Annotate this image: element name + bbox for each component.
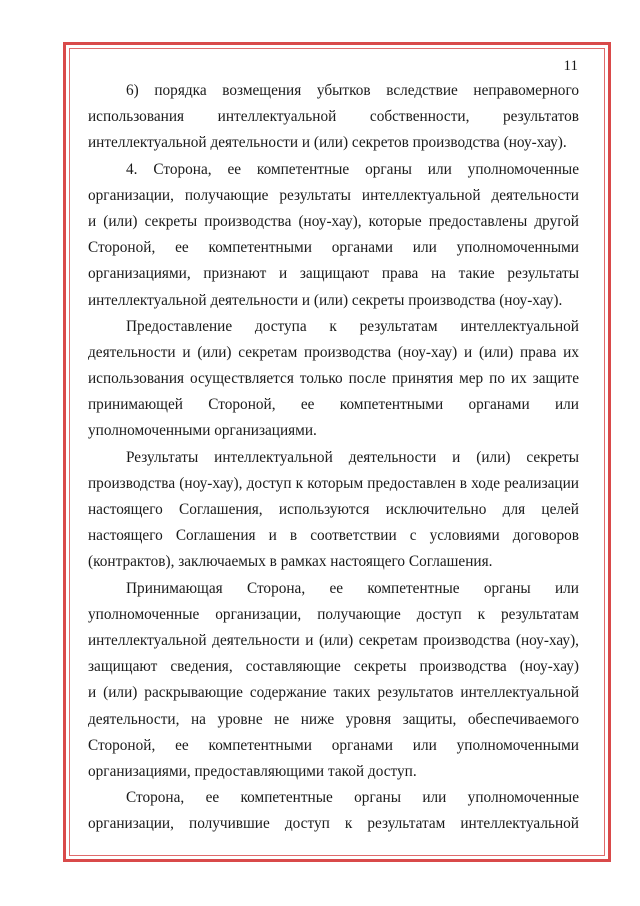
text-line: организациями, признают и защищают права на такие результаты — [88, 265, 579, 283]
text-line: Результаты интеллектуальной деятельности и (или) секреты — [126, 448, 579, 466]
text-line: 4. Сторона, ее компетентные органы или уполномоченные — [126, 160, 579, 178]
paragraph — [88, 576, 579, 786]
text-line: Стороной, ее компетентными органами или уполномоченными — [88, 736, 579, 754]
text-line: и (или) секреты производства (ноу-хау), которые предоставлены другой — [88, 212, 579, 230]
text-line: Сторона, ее компетентные органы или уполномоченные — [126, 789, 579, 807]
paragraph — [88, 785, 579, 837]
text-line: уполномоченными организациями. — [88, 422, 317, 440]
paragraph — [88, 314, 579, 445]
text-line: 6) порядка возмещения убытков вследствие неправомерного — [126, 82, 579, 99]
text-line: производства (ноу-хау), доступ к которым предоставлен в ходе реализации — [88, 474, 579, 492]
document-body — [88, 78, 579, 837]
paragraph — [88, 157, 579, 314]
paragraph — [88, 445, 579, 576]
text-line: интеллектуальной деятельности и (или) секреты производства (ноу-хау). — [88, 291, 563, 309]
text-line: настоящего Соглашения и в соответствии с условиями договоров — [88, 527, 579, 545]
text-line: Предоставление доступа к результатам интеллектуальной — [126, 317, 579, 335]
text-line: интеллектуальной деятельности и (или) секретов производства (ноу-хау). — [88, 134, 567, 152]
text-line: и (или) раскрывающие содержание таких результатов интеллектуальной — [88, 684, 579, 702]
text-line: использования интеллектуальной собственности, результатов — [88, 108, 579, 126]
text-line: настоящего Соглашения, используются исключительно для целей — [88, 501, 579, 518]
text-line: Принимающая Сторона, ее компетентные органы или — [126, 579, 579, 597]
text-line: защищают сведения, составляющие секреты производства (ноу-хау) — [88, 658, 579, 676]
text-line: уполномоченные организации, получающие доступ к результатам — [88, 605, 579, 623]
text-line: использования осуществляется только после принятия мер по их защите — [88, 370, 579, 388]
text-line: принимающей Стороной, ее компетентными органами или — [88, 396, 579, 414]
text-line: организации, получившие доступ к результатам интеллектуальной — [88, 815, 579, 833]
text-line: организации, получающие результаты интеллектуальной деятельности — [88, 186, 579, 204]
paragraph — [88, 78, 579, 157]
text-line: деятельности и (или) секретам производства (ноу-хау) и (или) права их — [88, 343, 579, 361]
text-line: деятельности, на уровне не ниже уровня защиты, обеспечиваемого — [88, 710, 579, 728]
page-number: 11 — [563, 58, 578, 74]
text-line: интеллектуальной деятельности и (или) секретам производства (ноу-хау), — [88, 631, 579, 649]
text-line: организациями, предоставляющими такой доступ. — [88, 762, 417, 780]
text-line: Стороной, ее компетентными органами или уполномоченными — [88, 239, 579, 257]
text-line: (контрактов), заключаемых в рамках настоящего Соглашения. — [88, 553, 493, 571]
